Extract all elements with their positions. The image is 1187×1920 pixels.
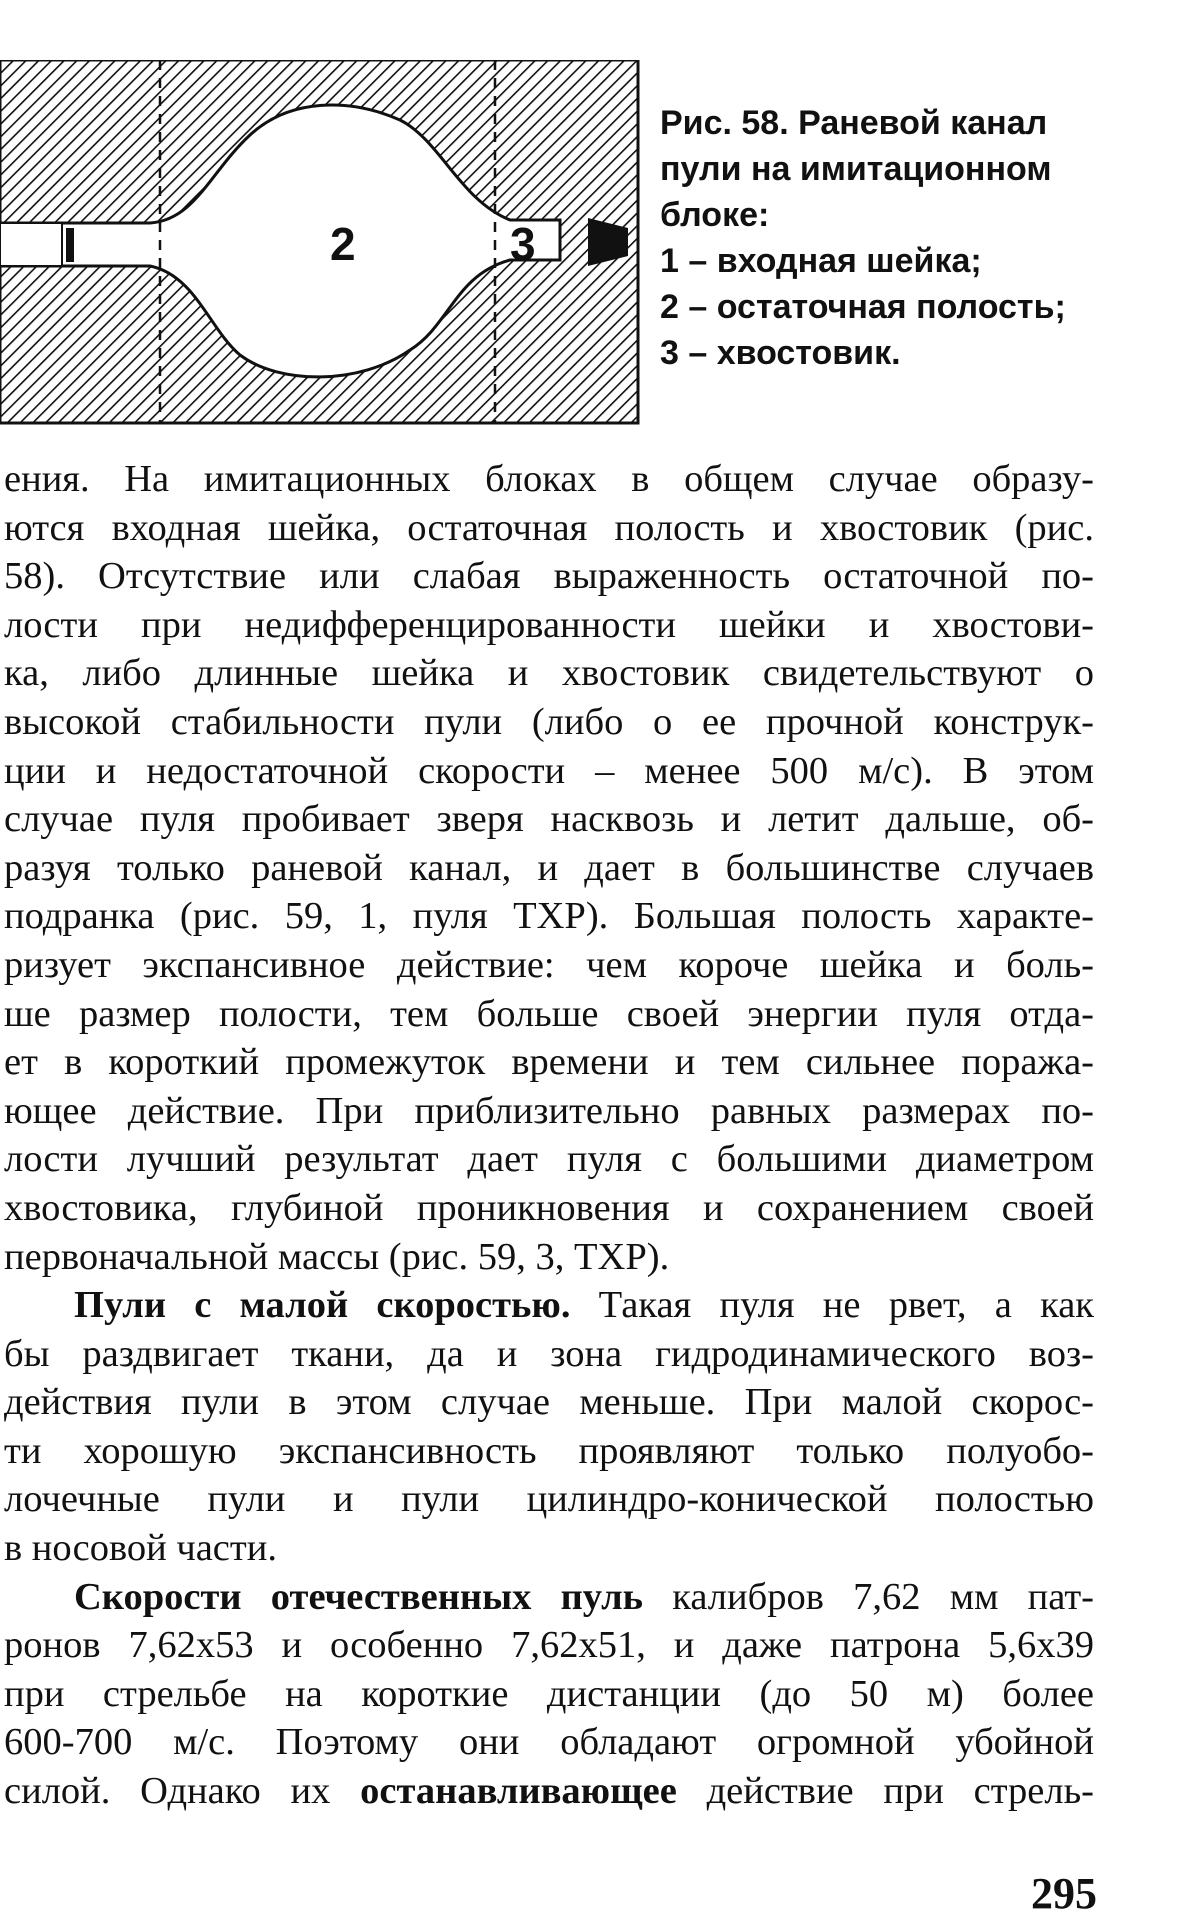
caption-line: 1 – входная шейка;	[660, 242, 982, 280]
text-line: лочечные пули и пули цилиндро-конической полостью	[4, 1478, 1094, 1521]
label-residual-cavity: 2	[330, 218, 356, 270]
text-line: ронов 7,62х53 и особенно 7,62х51, и даже патрона 5,6х39	[4, 1624, 1094, 1667]
caption-line: блоке:	[660, 196, 770, 234]
figure-caption	[660, 100, 1100, 376]
text-line: при стрельбе на короткие дистанции (до 50 м) более	[4, 1672, 1094, 1715]
text-line: подранка (рис. 59, 1, пуля ТХР). Большая полость характе-	[4, 895, 1094, 938]
emphasis-text: останавливающее	[360, 1770, 677, 1813]
text-line: бы раздвигает ткани, да и зона гидродинамического воз-	[4, 1332, 1094, 1375]
text-line: 600-700 м/с. Поэтому они обладают огромной убойной	[4, 1721, 1094, 1764]
text-line: ка, либо длинные шейка и хвостовик свидетельствуют о	[4, 652, 1094, 695]
text-line: ции и недостаточной скорости – менее 500 м/с). В этом	[4, 749, 1094, 792]
caption-line: Рис. 58. Раневой канал	[660, 104, 1048, 142]
text-line	[4, 1573, 1094, 1622]
wound-channel-figure	[0, 60, 640, 425]
text-line: случае пуля пробивает зверя насквозь и летит дальше, об-	[4, 798, 1094, 841]
text-line: 58). Отсутствие или слабая выраженность остаточной по-	[4, 555, 1094, 598]
inline-text: силой. Однако их	[4, 1770, 361, 1813]
text-line: ения. На имитационных блоках в общем случае образу-	[4, 458, 1094, 500]
entry-marker	[66, 228, 74, 262]
text-line: лости лучший результат дает пуля с большими диаметром	[4, 1138, 1094, 1181]
text-line	[4, 1767, 1094, 1816]
caption-line: пули на имитационном	[660, 150, 1052, 188]
paragraph-1	[4, 455, 1094, 1281]
label-tail: 3	[510, 218, 536, 270]
paragraph-heading: Скорости отечественных пуль	[74, 1575, 644, 1618]
text-line: в носовой части.	[4, 1527, 277, 1570]
body-text	[4, 455, 1094, 1816]
text-line: ризует экспансивное действие: чем короче шейка и боль-	[4, 943, 1094, 986]
text-line: ющее действие. При приблизительно равных размерах по-	[4, 1089, 1094, 1132]
text-line: ются входная шейка, остаточная полость и хвостовик (рис.	[4, 506, 1094, 549]
text-line: ше размер полости, тем больше своей энергии пуля отда-	[4, 992, 1094, 1035]
text-line: лости при недифференцированности шейки и хвостови-	[4, 603, 1094, 646]
text-line: действия пули в этом случае меньше. При малой скорос-	[4, 1381, 1094, 1424]
wound-channel-diagram	[0, 60, 640, 425]
paragraph-3	[4, 1573, 1094, 1816]
inline-text: Такая пуля не рвет, а как	[570, 1284, 1094, 1327]
text-line: ет в короткий промежуток времени и тем сильнее поража-	[4, 1041, 1094, 1084]
text-line: высокой стабильности пули (либо о ее прочной конструк-	[4, 700, 1094, 743]
entry-neck	[0, 223, 62, 266]
inline-text: калибров 7,62 мм пат-	[643, 1575, 1094, 1618]
caption-line: 3 – хвостовик.	[660, 334, 901, 372]
text-line	[4, 1281, 1094, 1330]
text-line: первоначальной массы (рис. 59, 3, ТХР).	[4, 1235, 670, 1278]
caption-line: 2 – остаточная полость;	[660, 288, 1066, 326]
text-line: хвостовика, глубиной проникновения и сохранением своей	[4, 1186, 1094, 1229]
text-line: разуя только раневой канал, и дает в большинстве случаев	[4, 846, 1094, 889]
paragraph-heading: Пули с малой скоростью.	[74, 1284, 571, 1327]
inline-text: действие при стрель-	[676, 1770, 1094, 1813]
paragraph-2	[4, 1281, 1094, 1573]
text-line: ти хорошую экспансивность проявляют только полуобо-	[4, 1429, 1094, 1472]
page-number: 295	[1031, 1869, 1097, 1918]
